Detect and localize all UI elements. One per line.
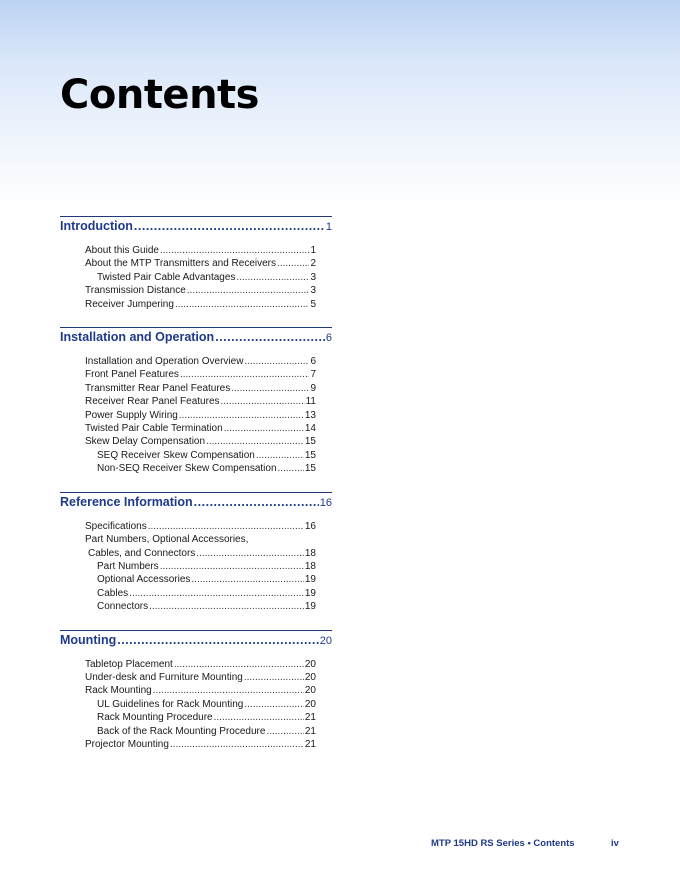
entry-label: Projector Mounting xyxy=(85,738,169,750)
section-title: Reference Information xyxy=(60,494,193,509)
entry-page-number: 15 xyxy=(304,436,316,448)
dot-leader xyxy=(160,560,304,573)
entry-page-number: 21 xyxy=(304,738,316,750)
entry-page-number: 20 xyxy=(304,685,316,697)
toc-subentry[interactable] xyxy=(60,271,332,284)
dot-leader xyxy=(221,395,305,408)
entry-label: Front Panel Features xyxy=(85,369,179,381)
table-of-contents xyxy=(60,216,332,767)
toc-entry[interactable] xyxy=(60,355,332,368)
entry-label: Connectors xyxy=(97,601,149,613)
dot-leader xyxy=(160,244,310,257)
section-page-number: 1 xyxy=(325,221,332,233)
toc-subentry[interactable] xyxy=(60,600,332,613)
entry-label: Optional Accessories xyxy=(97,574,191,586)
entry-page-number: 13 xyxy=(304,409,316,421)
dot-leader xyxy=(244,355,309,368)
entry-label: Transmitter Rear Panel Features xyxy=(85,382,231,394)
toc-section-heading[interactable] xyxy=(60,630,332,652)
section-title: Installation and Operation xyxy=(60,330,215,345)
section-page-number: 16 xyxy=(319,496,332,509)
section-title: Mounting xyxy=(60,632,117,647)
entry-page-number: 11 xyxy=(305,396,316,408)
entry-label: Installation and Operation Overview xyxy=(85,356,244,368)
dot-leader xyxy=(196,547,304,560)
entry-label: Under-desk and Furniture Mounting xyxy=(85,671,243,683)
toc-section-installation xyxy=(60,327,332,476)
entry-page-number: 19 xyxy=(304,574,316,586)
page-title: Contents xyxy=(60,72,259,118)
dot-leader xyxy=(194,495,319,509)
entry-page-number: 19 xyxy=(304,601,316,613)
toc-entry[interactable] xyxy=(60,244,332,257)
entry-label: Receiver Jumpering xyxy=(85,298,174,310)
dot-leader xyxy=(134,219,325,233)
dot-leader xyxy=(180,368,310,381)
toc-entry[interactable] xyxy=(60,382,332,395)
toc-subentry[interactable] xyxy=(60,698,332,711)
entry-page-number: 7 xyxy=(310,369,316,381)
entry-label: Skew Delay Compensation xyxy=(85,436,206,448)
entry-label: SEQ Receiver Skew Compensation xyxy=(97,449,255,461)
toc-entry[interactable] xyxy=(60,298,332,311)
toc-entry[interactable] xyxy=(60,658,332,671)
section-page-number: 6 xyxy=(325,332,332,345)
entry-page-number: 1 xyxy=(310,245,316,256)
entry-page-number: 20 xyxy=(304,658,316,670)
toc-subentry[interactable] xyxy=(60,725,332,738)
entry-page-number: 21 xyxy=(304,712,316,724)
entry-page-number: 20 xyxy=(304,698,316,710)
entry-label: Transmission Distance xyxy=(85,285,186,297)
entry-page-number: 2 xyxy=(310,258,316,270)
dot-leader xyxy=(224,422,304,435)
entry-label: Cables, and Connectors xyxy=(88,547,196,559)
toc-entry-continuation[interactable] xyxy=(60,547,332,560)
toc-entry[interactable] xyxy=(60,395,332,408)
dot-leader xyxy=(129,587,304,600)
entry-label: UL Guidelines for Rack Mounting xyxy=(97,698,244,710)
dot-leader xyxy=(215,330,325,344)
page-footer xyxy=(431,838,619,849)
toc-section-heading[interactable] xyxy=(60,327,332,349)
entry-page-number: 6 xyxy=(310,356,316,368)
toc-entry[interactable] xyxy=(60,533,332,546)
toc-entry[interactable] xyxy=(60,435,332,448)
toc-entry[interactable] xyxy=(60,368,332,381)
entry-label: Receiver Rear Panel Features xyxy=(85,396,220,408)
toc-section-mounting xyxy=(60,630,332,752)
dot-leader xyxy=(266,725,303,738)
section-title: Introduction xyxy=(60,219,133,233)
entry-label: Twisted Pair Cable Termination xyxy=(85,423,223,435)
entry-page-number: 3 xyxy=(310,285,316,297)
toc-entry[interactable] xyxy=(60,284,332,297)
dot-leader xyxy=(206,435,304,448)
entry-page-number: 19 xyxy=(304,587,316,599)
footer-text: MTP 15HD RS Series • Contents xyxy=(431,838,575,849)
dot-leader xyxy=(244,698,304,711)
dot-leader xyxy=(117,633,319,647)
toc-subentry[interactable] xyxy=(60,560,332,573)
entry-label: Back of the Rack Mounting Procedure xyxy=(97,725,266,737)
toc-section-introduction xyxy=(60,216,332,311)
toc-subentry[interactable] xyxy=(60,711,332,724)
toc-entry[interactable] xyxy=(60,409,332,422)
toc-entry[interactable] xyxy=(60,422,332,435)
entry-label: Rack Mounting Procedure xyxy=(97,712,213,724)
entry-label: About this Guide xyxy=(85,245,159,256)
dot-leader xyxy=(244,671,304,684)
toc-entry[interactable] xyxy=(60,671,332,684)
dot-leader xyxy=(148,520,304,533)
section-page-number: 20 xyxy=(319,634,332,647)
toc-subentry[interactable] xyxy=(60,462,332,475)
dot-leader xyxy=(174,658,304,671)
toc-entry[interactable] xyxy=(60,738,332,751)
dot-leader xyxy=(214,711,304,724)
entry-page-number: 18 xyxy=(304,560,316,572)
entry-page-number: 15 xyxy=(304,463,316,475)
toc-subentry[interactable] xyxy=(60,587,332,600)
entry-page-number: 16 xyxy=(304,520,316,532)
toc-section-heading[interactable] xyxy=(60,492,332,514)
dot-leader xyxy=(236,271,309,284)
toc-entry[interactable] xyxy=(60,684,332,697)
entry-page-number: 21 xyxy=(304,725,316,737)
dot-leader xyxy=(187,284,310,297)
entry-label: Rack Mounting xyxy=(85,685,152,697)
entry-label: Power Supply Wiring xyxy=(85,409,178,421)
dot-leader xyxy=(278,462,304,475)
entry-page-number: 14 xyxy=(304,423,316,435)
toc-subentry[interactable] xyxy=(60,573,332,586)
toc-section-heading[interactable] xyxy=(60,216,332,238)
dot-leader xyxy=(153,684,304,697)
dot-leader xyxy=(231,382,309,395)
entry-label: Cables xyxy=(97,587,129,599)
dot-leader xyxy=(256,449,304,462)
toc-entry[interactable] xyxy=(60,257,332,270)
entry-page-number: 9 xyxy=(310,382,316,394)
dot-leader xyxy=(277,257,309,270)
entry-label: Twisted Pair Cable Advantages xyxy=(97,271,236,283)
entry-label: Part Numbers, Optional Accessories, xyxy=(85,534,249,546)
entry-label: About the MTP Transmitters and Receivers xyxy=(85,258,277,270)
dot-leader xyxy=(170,738,304,751)
entry-label: Specifications xyxy=(85,520,147,532)
dot-leader xyxy=(149,600,304,613)
dot-leader xyxy=(191,573,303,586)
toc-section-reference xyxy=(60,492,332,614)
entry-page-number: 20 xyxy=(304,671,316,683)
dot-leader xyxy=(179,409,304,422)
toc-subentry[interactable] xyxy=(60,449,332,462)
entry-page-number: 5 xyxy=(310,298,316,310)
footer-page-number: iv xyxy=(611,838,619,849)
entry-page-number: 15 xyxy=(304,449,316,461)
entry-page-number: 18 xyxy=(304,547,316,559)
toc-entry[interactable] xyxy=(60,520,332,533)
dot-leader xyxy=(175,298,310,311)
entry-label: Tabletop Placement xyxy=(85,658,173,670)
entry-page-number: 3 xyxy=(310,271,316,283)
entry-label: Non-SEQ Receiver Skew Compensation xyxy=(97,463,277,475)
entry-label: Part Numbers xyxy=(97,560,159,572)
